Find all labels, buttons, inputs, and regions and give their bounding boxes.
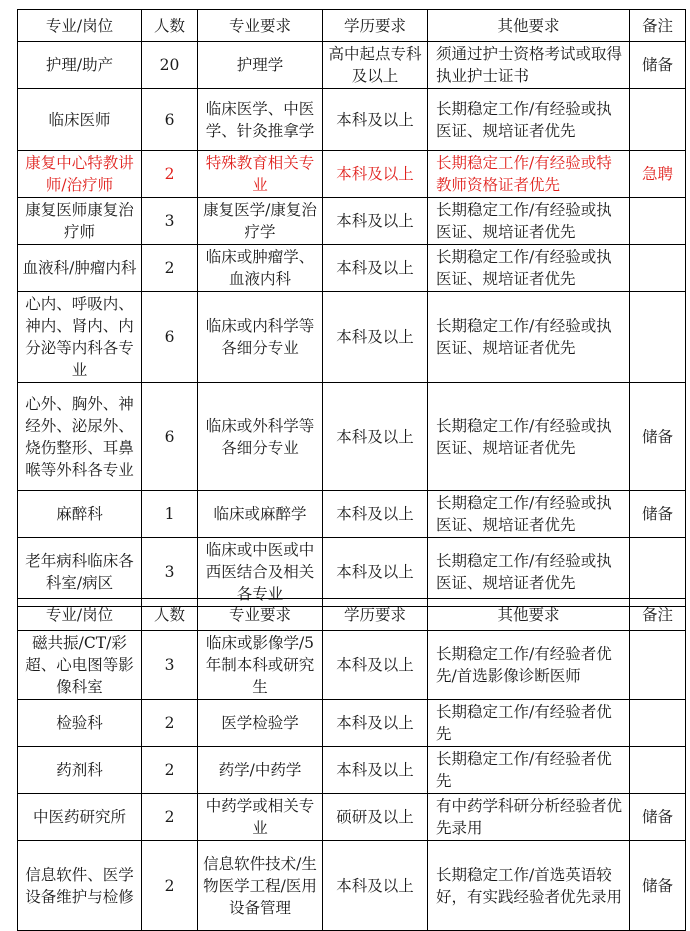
header-other: 其他要求 (428, 10, 630, 42)
education-cell: 本科及以上 (323, 383, 428, 491)
other-requirements-cell: 长期稳定工作/有经验或执医证、规培证者优先 (428, 198, 630, 245)
table-row (18, 383, 686, 491)
note-cell: 储备 (630, 841, 686, 931)
table-row (18, 151, 686, 198)
count-cell: 6 (142, 89, 198, 151)
table-row (18, 841, 686, 931)
education-cell: 本科及以上 (323, 292, 428, 383)
count-cell: 2 (142, 794, 198, 841)
education-cell: 本科及以上 (323, 631, 428, 700)
table-row (18, 89, 686, 151)
education-cell: 本科及以上 (323, 538, 428, 607)
education-cell: 本科及以上 (323, 151, 428, 198)
header-education: 学历要求 (323, 10, 428, 42)
header-position: 专业/岗位 (18, 599, 142, 631)
position-cell: 药剂科 (18, 747, 142, 794)
major-cell: 中药学或相关专业 (198, 794, 323, 841)
note-cell (630, 292, 686, 383)
header-count: 人数 (142, 599, 198, 631)
note-cell (630, 245, 686, 292)
table-row (18, 794, 686, 841)
other-requirements-cell: 长期稳定工作/有经验或执医证、规培证者优先 (428, 491, 630, 538)
note-cell (630, 198, 686, 245)
note-cell (630, 538, 686, 607)
count-cell: 3 (142, 198, 198, 245)
position-cell: 血液科/肿瘤内科 (18, 245, 142, 292)
table-row (18, 491, 686, 538)
note-cell (630, 700, 686, 747)
education-cell: 本科及以上 (323, 491, 428, 538)
other-requirements-cell: 长期稳定工作/有经验或执医证、规培证者优先 (428, 292, 630, 383)
count-cell: 2 (142, 151, 198, 198)
position-cell: 临床医师 (18, 89, 142, 151)
header-other: 其他要求 (428, 599, 630, 631)
recruitment-table-2 (17, 598, 686, 931)
other-requirements-cell: 长期稳定工作/有经验或执医证、规培证者优先 (428, 383, 630, 491)
note-cell (630, 89, 686, 151)
table-header-row (18, 10, 686, 42)
major-cell: 临床或影像学/5年制本科或研究生 (198, 631, 323, 700)
major-cell: 临床或中医或中西医结合及相关各专业 (198, 538, 323, 607)
table-body (18, 631, 686, 931)
education-cell: 本科及以上 (323, 245, 428, 292)
note-cell: 储备 (630, 383, 686, 491)
table-row (18, 747, 686, 794)
note-cell: 储备 (630, 794, 686, 841)
other-requirements-cell: 长期稳定工作/有经验或执医证、规培证者优先 (428, 245, 630, 292)
education-cell: 本科及以上 (323, 89, 428, 151)
major-cell: 康复医学/康复治疗学 (198, 198, 323, 245)
note-cell: 急聘 (630, 151, 686, 198)
table-row (18, 198, 686, 245)
position-cell: 磁共振/CT/彩超、心电图等影像科室 (18, 631, 142, 700)
other-requirements-cell: 须通过护士资格考试或取得执业护士证书 (428, 42, 630, 89)
major-cell: 信息软件技术/生物医学工程/医用设备管理 (198, 841, 323, 931)
position-cell: 中医药研究所 (18, 794, 142, 841)
note-cell (630, 747, 686, 794)
other-requirements-cell: 长期稳定工作/有经验或特教师资格证者优先 (428, 151, 630, 198)
count-cell: 3 (142, 631, 198, 700)
education-cell: 本科及以上 (323, 198, 428, 245)
header-position: 专业/岗位 (18, 10, 142, 42)
other-requirements-cell: 长期稳定工作/有经验者优先/首选影像诊断医师 (428, 631, 630, 700)
table-body (18, 42, 686, 607)
header-note: 备注 (630, 10, 686, 42)
major-cell: 药学/中药学 (198, 747, 323, 794)
recruitment-table-1 (17, 9, 686, 607)
count-cell: 1 (142, 491, 198, 538)
education-cell: 高中起点专科及以上 (323, 42, 428, 89)
position-cell: 康复医师康复治疗师 (18, 198, 142, 245)
major-cell: 临床或内科学等各细分专业 (198, 292, 323, 383)
header-count: 人数 (142, 10, 198, 42)
count-cell: 2 (142, 747, 198, 794)
other-requirements-cell: 长期稳定工作/首选英语较好，有实践经验者优先录用 (428, 841, 630, 931)
count-cell: 2 (142, 245, 198, 292)
position-cell: 心内、呼吸内、神内、肾内、内分泌等内科各专业 (18, 292, 142, 383)
major-cell: 临床或肿瘤学、血液内科 (198, 245, 323, 292)
other-requirements-cell: 长期稳定工作/有经验或执医证、规培证者优先 (428, 89, 630, 151)
education-cell: 本科及以上 (323, 747, 428, 794)
major-cell: 临床医学、中医学、针灸推拿学 (198, 89, 323, 151)
table-row (18, 631, 686, 700)
table-row (18, 245, 686, 292)
position-cell: 心外、胸外、神经外、泌尿外、烧伤整形、耳鼻喉等外科各专业 (18, 383, 142, 491)
other-requirements-cell: 长期稳定工作/有经验者优先 (428, 747, 630, 794)
note-cell (630, 631, 686, 700)
position-cell: 检验科 (18, 700, 142, 747)
note-cell: 储备 (630, 491, 686, 538)
major-cell: 特殊教育相关专业 (198, 151, 323, 198)
header-education: 学历要求 (323, 599, 428, 631)
header-note: 备注 (630, 599, 686, 631)
table-header-row (18, 599, 686, 631)
education-cell: 本科及以上 (323, 841, 428, 931)
count-cell: 3 (142, 538, 198, 607)
table-row (18, 292, 686, 383)
education-cell: 本科及以上 (323, 700, 428, 747)
count-cell: 2 (142, 841, 198, 931)
header-major: 专业要求 (198, 599, 323, 631)
other-requirements-cell: 有中药学科研分析经验者优先录用 (428, 794, 630, 841)
position-cell: 麻醉科 (18, 491, 142, 538)
other-requirements-cell: 长期稳定工作/有经验或执医证、规培证者优先 (428, 538, 630, 607)
count-cell: 2 (142, 700, 198, 747)
position-cell: 老年病科临床各科室/病区 (18, 538, 142, 607)
table-row (18, 700, 686, 747)
table-row (18, 42, 686, 89)
position-cell: 护理/助产 (18, 42, 142, 89)
count-cell: 20 (142, 42, 198, 89)
position-cell: 康复中心特教讲师/治疗师 (18, 151, 142, 198)
position-cell: 信息软件、医学设备维护与检修 (18, 841, 142, 931)
other-requirements-cell: 长期稳定工作/有经验者优先 (428, 700, 630, 747)
table-row (18, 538, 686, 607)
count-cell: 6 (142, 292, 198, 383)
major-cell: 临床或麻醉学 (198, 491, 323, 538)
education-cell: 硕研及以上 (323, 794, 428, 841)
major-cell: 医学检验学 (198, 700, 323, 747)
major-cell: 临床或外科学等各细分专业 (198, 383, 323, 491)
count-cell: 6 (142, 383, 198, 491)
major-cell: 护理学 (198, 42, 323, 89)
header-major: 专业要求 (198, 10, 323, 42)
note-cell: 储备 (630, 42, 686, 89)
